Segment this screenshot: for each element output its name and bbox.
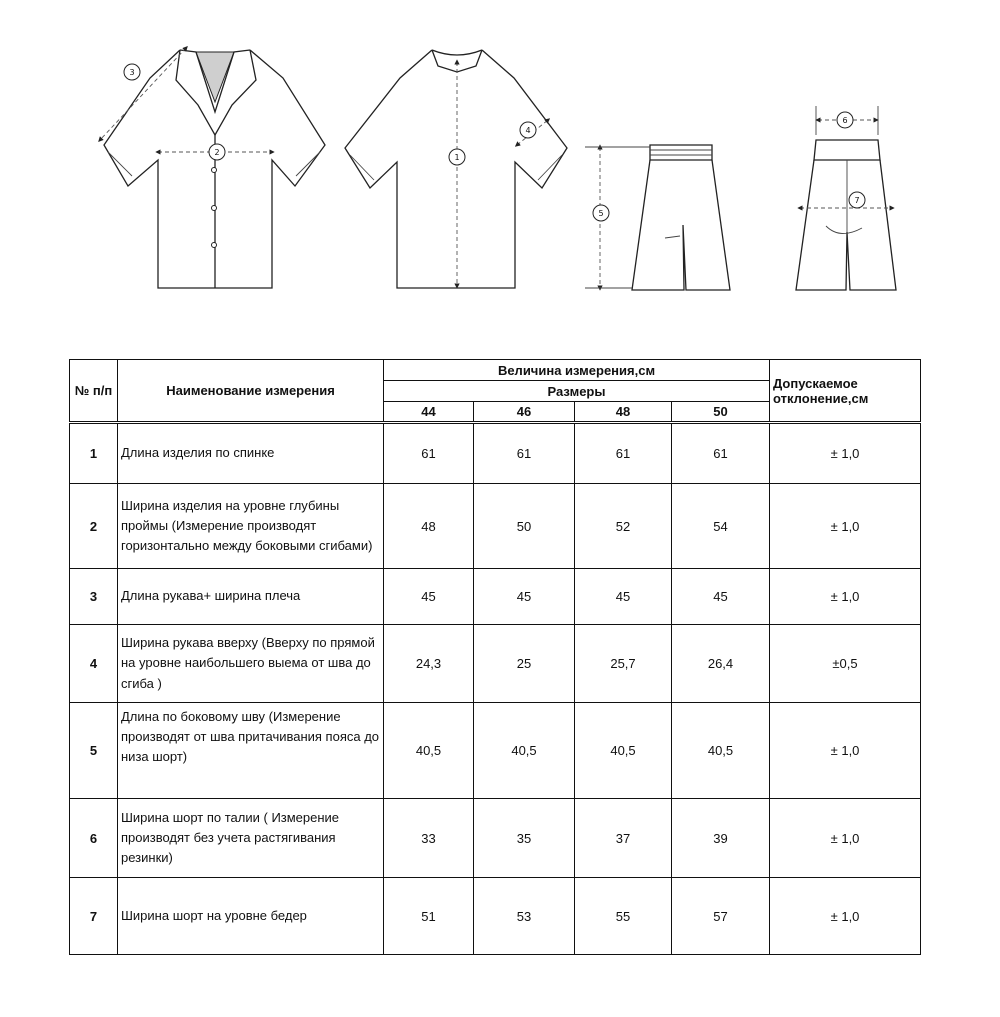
shirt-front-sketch — [100, 48, 325, 288]
row-number: 2 — [70, 484, 118, 569]
size-value: 25,7 — [575, 625, 672, 703]
tolerance-value: ± 1,0 — [770, 703, 921, 799]
shorts-front-sketch — [585, 145, 730, 290]
size-value: 26,4 — [672, 625, 770, 703]
svg-text:2: 2 — [214, 148, 220, 157]
size-value: 39 — [672, 799, 770, 878]
size-value: 51 — [384, 878, 474, 955]
measurement-name: Ширина шорт на уровне бедер — [118, 878, 384, 955]
table-row — [70, 703, 921, 799]
row-number: 1 — [70, 423, 118, 484]
size-value: 45 — [575, 569, 672, 625]
size-value: 40,5 — [575, 703, 672, 799]
size-value: 45 — [474, 569, 575, 625]
size-value: 52 — [575, 484, 672, 569]
size-value: 37 — [575, 799, 672, 878]
size-value: 33 — [384, 799, 474, 878]
table-row — [70, 569, 921, 625]
svg-text:7: 7 — [854, 196, 860, 205]
size-value: 61 — [672, 423, 770, 484]
header-measure-group: Величина измерения,см — [384, 360, 770, 381]
size-value: 57 — [672, 878, 770, 955]
size-value: 40,5 — [672, 703, 770, 799]
tolerance-value: ± 1,0 — [770, 423, 921, 484]
size-value: 45 — [672, 569, 770, 625]
size-value: 55 — [575, 878, 672, 955]
row-number: 6 — [70, 799, 118, 878]
row-number: 3 — [70, 569, 118, 625]
header-number: № п/п — [70, 360, 118, 423]
svg-text:4: 4 — [525, 126, 531, 135]
header-measurement-name: Наименование измерения — [118, 360, 384, 423]
svg-text:3: 3 — [129, 68, 135, 77]
header-size: 44 — [384, 402, 474, 423]
tolerance-value: ±0,5 — [770, 625, 921, 703]
size-value: 50 — [474, 484, 575, 569]
table-row — [70, 625, 921, 703]
svg-text:1: 1 — [454, 153, 460, 162]
measurement-name: Длина по боковому шву (Измерение производят от шва притачивания пояса до низа шорт) — [118, 703, 384, 799]
shorts-back-sketch — [796, 106, 896, 290]
header-size: 46 — [474, 402, 575, 423]
size-value: 35 — [474, 799, 575, 878]
size-value: 54 — [672, 484, 770, 569]
garment-sketches — [0, 0, 1000, 320]
size-value: 53 — [474, 878, 575, 955]
measurement-table — [69, 359, 921, 955]
tolerance-value: ± 1,0 — [770, 799, 921, 878]
header-sizes-label: Размеры — [384, 381, 770, 402]
table-row — [70, 878, 921, 955]
size-value: 40,5 — [384, 703, 474, 799]
size-value: 40,5 — [474, 703, 575, 799]
svg-text:6: 6 — [842, 116, 848, 125]
measurement-name: Ширина шорт по талии ( Измерение производят без учета растягивания резинки) — [118, 799, 384, 878]
tolerance-value: ± 1,0 — [770, 569, 921, 625]
size-value: 45 — [384, 569, 474, 625]
row-number: 4 — [70, 625, 118, 703]
tolerance-value: ± 1,0 — [770, 484, 921, 569]
shirt-back-sketch — [345, 50, 567, 288]
size-value: 61 — [575, 423, 672, 484]
measurement-name: Ширина рукава вверху (Вверху по прямой на уровне наибольшего выема от шва до сгиба ) — [118, 625, 384, 703]
measurement-name: Длина рукава+ ширина плеча — [118, 569, 384, 625]
size-value: 61 — [474, 423, 575, 484]
size-value: 48 — [384, 484, 474, 569]
header-size: 50 — [672, 402, 770, 423]
size-value: 25 — [474, 625, 575, 703]
measurement-name: Длина изделия по спинке — [118, 423, 384, 484]
table-row — [70, 484, 921, 569]
svg-text:5: 5 — [598, 209, 604, 218]
row-number: 7 — [70, 878, 118, 955]
header-tolerance: Допускаемое отклонение,см — [770, 360, 921, 423]
size-value: 61 — [384, 423, 474, 484]
header-size: 48 — [575, 402, 672, 423]
size-value: 24,3 — [384, 625, 474, 703]
row-number: 5 — [70, 703, 118, 799]
table-row — [70, 799, 921, 878]
measurement-name: Ширина изделия на уровне глубины проймы (Измерение производят горизонтально между боковыми сгибами) — [118, 484, 384, 569]
table-row — [70, 423, 921, 484]
tolerance-value: ± 1,0 — [770, 878, 921, 955]
